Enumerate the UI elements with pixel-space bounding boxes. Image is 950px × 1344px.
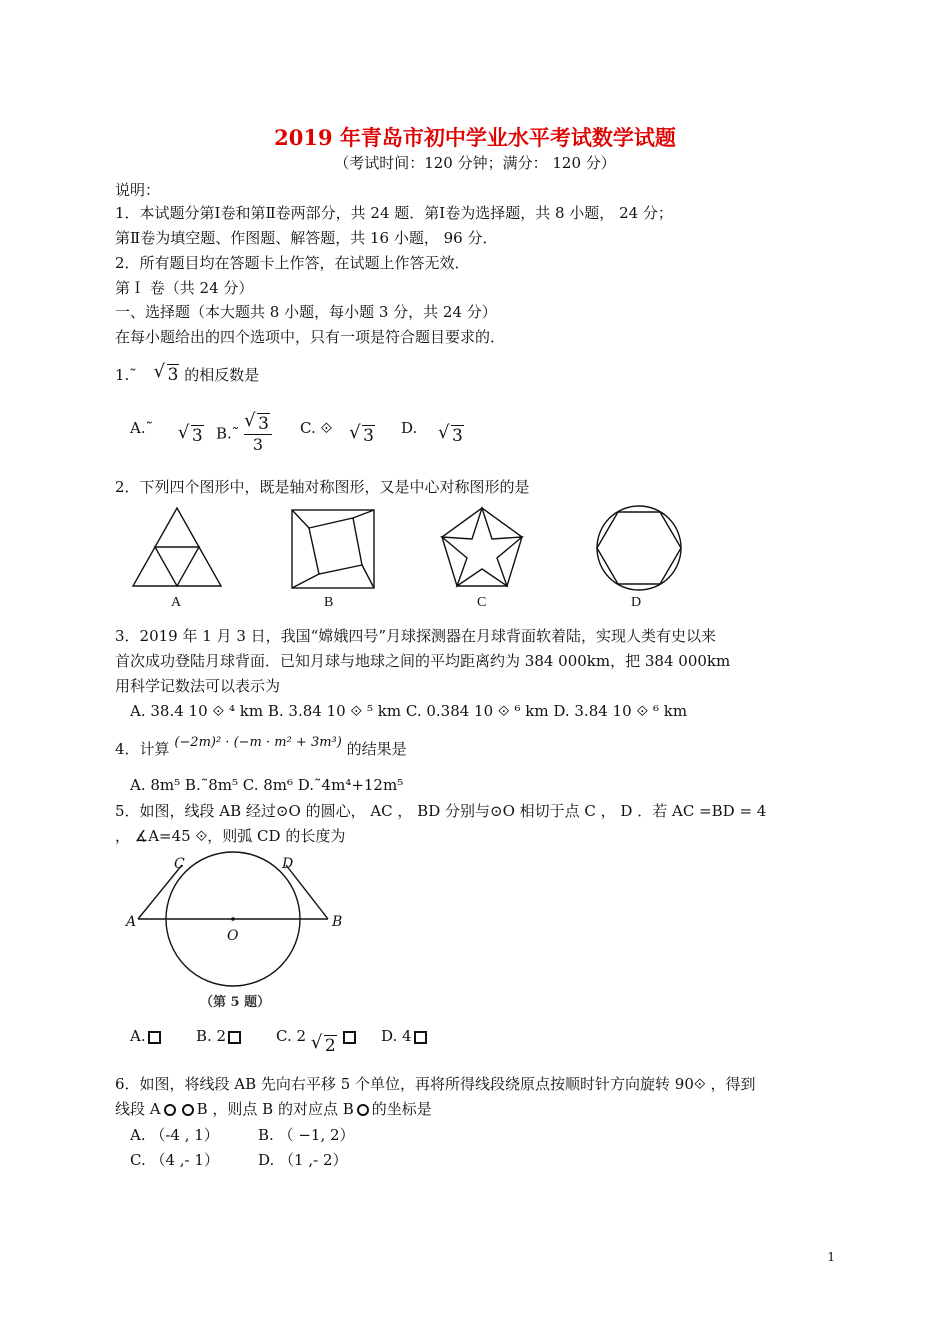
q6-option-a: A. （-4 , 1） — [130, 1126, 219, 1144]
intro-label: 说明： — [115, 181, 161, 199]
intro-line-3: 2．所有题目均在答题卡上作答，在试题上作答无效． — [115, 254, 470, 272]
q5-figure — [120, 848, 350, 1018]
page-title: 2019 年青岛市初中学业水平考试数学试题 — [274, 125, 676, 150]
q1-option-d — [401, 418, 464, 446]
q5-pi-glyph-d — [414, 1031, 427, 1044]
q1-option-b-fraction — [244, 414, 272, 455]
q5-option-b-label: B. 2 — [196, 1027, 227, 1045]
q1-option-d-sqrt — [440, 426, 464, 446]
question-3-line-3: 用科学记数法可以表示为 — [115, 677, 281, 695]
question-3-line-1: 3．2019 年 1 月 3 日，我国“嫦娥四号”月球探测器在月球背面软着陆，实现人类有史以来 — [115, 627, 716, 645]
exam-subtitle: （考试时间：120 分钟；满分： 120 分） — [334, 154, 616, 172]
prime-glyph-a — [164, 1104, 176, 1116]
q6-option-d: D. （1 ,- 2） — [258, 1151, 348, 1169]
q1-option-c — [300, 418, 375, 446]
q1-sqrt — [156, 365, 180, 385]
q5-option-a — [130, 1026, 161, 1046]
q5-option-c-sqrt — [313, 1036, 337, 1056]
q5-option-c-label: C. 2 — [276, 1027, 307, 1045]
q5-tangent-bd — [286, 865, 328, 919]
q6-line2-part-a: 线段 A — [115, 1100, 161, 1118]
figure-c-star — [442, 508, 522, 586]
q5-point-b: B — [332, 914, 343, 930]
q5-pi-glyph-c — [343, 1031, 356, 1044]
prime-glyph-b — [182, 1104, 194, 1116]
intro-line-1: 1．本试题分第Ⅰ卷和第Ⅱ卷两部分，共 24 题．第Ⅰ卷为选择题，共 8 小题， 24 分； — [115, 204, 673, 222]
q1-option-d-radicand: 3 — [452, 426, 463, 446]
q5-option-c-radicand: 2 — [324, 1036, 336, 1056]
q1-option-b-label: B.˜ — [216, 424, 240, 443]
section-one-note: 在每小题给出的四个选项中，只有一项是符合题目要求的． — [115, 328, 506, 346]
question-6-line-2 — [115, 1099, 432, 1119]
q5-point-o: O — [227, 928, 239, 944]
q1-prefix: 1.˜ — [115, 366, 137, 384]
q6-option-c: C. （4 ,- 1） — [130, 1151, 219, 1169]
question-1 — [115, 355, 259, 385]
question-5-line-1: 5．如图，线段 AB 经过⊙O 的圆心， AC ， BD 分别与⊙O 相切于点 C ， D ．若 AC =BD = 4 — [115, 802, 767, 820]
q5-option-a-label: A. — [130, 1027, 146, 1045]
figure-b-square — [292, 510, 374, 588]
q6-line2-part-b: B ，则点 B 的对应点 B — [196, 1100, 354, 1118]
q5-point-c: C — [174, 856, 185, 872]
q1-option-a-sqrt — [180, 426, 204, 446]
q1-option-b-radicand: 3 — [258, 414, 269, 434]
section-one-heading: 一、选择题（本大题共 8 小题，每小题 3 分，共 24 分） — [115, 303, 497, 321]
q5-option-c — [276, 1026, 356, 1056]
q5-pi-glyph-b — [228, 1031, 241, 1044]
q1-option-a-label: A.˜ — [130, 419, 154, 437]
q1-option-d-label: D. — [401, 419, 418, 437]
q1-option-a-radicand: 3 — [191, 426, 203, 446]
prime-glyph-c — [357, 1104, 369, 1116]
q2-figures — [125, 502, 700, 614]
q4-prefix: 4．计算 — [115, 740, 170, 758]
q1-option-c-label: C. ⟐ — [300, 419, 333, 437]
q6-option-b: B. （ −1, 2） — [258, 1126, 355, 1144]
q5-point-a: A — [126, 914, 137, 930]
intro-line-2: 第Ⅱ卷为填空题、作图题、解答题，共 16 小题， 96 分． — [115, 229, 498, 247]
figure-d-hexagon — [597, 506, 681, 590]
q5-tangent-ac — [138, 865, 182, 919]
figure-c-label: C — [477, 595, 487, 610]
q1-radicand: 3 — [167, 365, 179, 385]
figure-d-label: D — [631, 595, 642, 610]
q1-option-b-denominator: 3 — [252, 435, 264, 454]
figure-a-triangle — [133, 508, 221, 586]
q1-option-c-radicand: 3 — [363, 426, 374, 446]
q6-line2-part-c: 的坐标是 — [371, 1100, 432, 1118]
question-5-line-2: ， ∡A=45 ⟐，则弧 CD 的长度为 — [115, 827, 346, 845]
question-4-options: A. 8m⁵ B.˜8m⁵ C. 8m⁶ D.˜4m⁴+12m⁵ — [130, 776, 404, 794]
q4-suffix: 的结果是 — [346, 740, 407, 758]
question-3-line-2: 首次成功登陆月球背面．已知月球与地球之间的平均距离约为 384 000km，把 384 000km — [115, 652, 731, 670]
q1-option-b — [216, 414, 272, 455]
page-number: 1 — [827, 1250, 835, 1264]
question-6-line-1: 6．如图，将线段 AB 先向右平移 5 个单位，再将所得线段绕原点按顺时针方向旋转 90⟐ ，得到 — [115, 1075, 756, 1093]
q5-option-d-label: D. 4 — [381, 1027, 412, 1045]
q1-suffix: 的相反数是 — [184, 366, 260, 384]
q1-option-c-sqrt — [351, 426, 375, 446]
figure-b-label: B — [324, 595, 334, 610]
q1-option-a — [130, 418, 204, 446]
question-2: 2．下列四个图形中，既是轴对称图形，又是中心对称图形的是 — [115, 478, 530, 496]
q5-option-d — [381, 1026, 427, 1046]
question-3-options: A. 38.4 10 ⟐ ⁴ km B. 3.84 10 ⟐ ⁵ km C. 0.384 10 ⟐ ⁶ km D. 3.84 10 ⟐ ⁶ km — [130, 702, 688, 720]
part-one-heading: 第Ｉ 卷（共 24 分） — [115, 279, 254, 297]
q4-expression: (−2m)² · (−m · m² + 3m³) — [174, 735, 342, 750]
q5-point-d: D — [282, 856, 294, 872]
question-4 — [115, 735, 407, 761]
figure-a-label: A — [171, 595, 182, 610]
q5-pi-glyph-a — [148, 1031, 161, 1044]
q5-figure-caption: （第 5 题） — [200, 995, 271, 1010]
q5-option-b — [196, 1026, 241, 1046]
q5-center-dot — [231, 917, 235, 921]
